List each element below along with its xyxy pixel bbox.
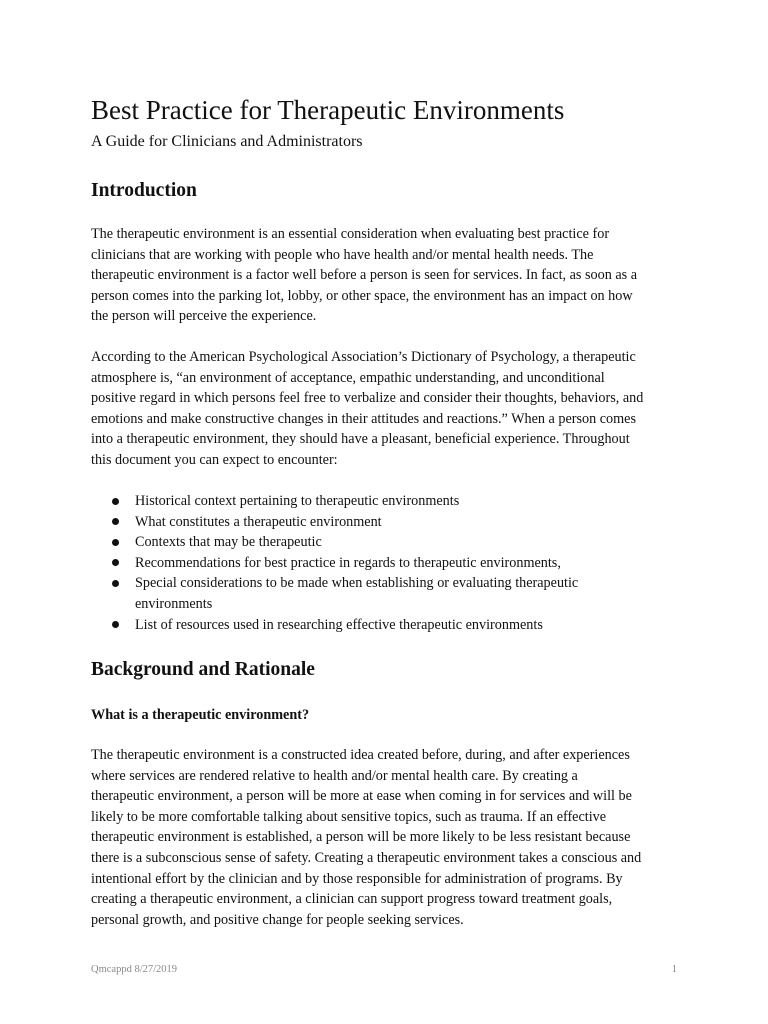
bullet-text-continued: environments xyxy=(135,595,213,612)
paragraph-line: positive regard in which persons feel free to verbalize and consider their thoughts, behaviors, and xyxy=(91,390,644,407)
bullet-icon xyxy=(112,580,119,587)
encounter-bullet-list xyxy=(91,491,691,635)
bullet-icon xyxy=(112,621,119,628)
bullet-text: Historical context pertaining to therapeutic environments xyxy=(135,493,460,509)
footer-page-number: 1 xyxy=(671,964,677,975)
bullet-icon xyxy=(112,498,119,505)
footer-document-id: Qmcappd 8/27/2019 xyxy=(91,964,178,975)
paragraph-line: The therapeutic environment is a constructed idea created before, during, and after experiences xyxy=(91,747,630,763)
bullet-item xyxy=(91,491,691,512)
paragraph-line: atmosphere is, “an environment of acceptance, empathic understanding, and unconditional xyxy=(91,369,605,386)
introduction-heading: Introduction xyxy=(91,180,197,201)
paragraph-line: there is a subconscious sense of safety. Creating a therapeutic environment takes a conscious and xyxy=(91,849,642,866)
background-heading: Background and Rationale xyxy=(91,659,315,680)
bullet-icon xyxy=(112,518,119,525)
paragraph-line: clinicians that are working with people who have health and/or mental health needs. The xyxy=(91,246,594,263)
bullet-text: What constitutes a therapeutic environment xyxy=(135,513,382,530)
bullet-item xyxy=(91,512,691,533)
introduction-paragraph-2 xyxy=(91,347,691,471)
introduction-paragraph-1 xyxy=(91,224,691,327)
paragraph-line: creating a therapeutic environment, a clinician can support progress toward treatment goals, xyxy=(91,891,613,908)
document-subtitle: A Guide for Clinicians and Administrators xyxy=(91,133,363,150)
paragraph-line: therapeutic environment, a person will be more at ease when coming in for services and will be xyxy=(91,788,632,805)
paragraph-line: The therapeutic environment is an essential consideration when evaluating best practice for xyxy=(91,226,610,242)
paragraph-line: emotions and make constructive changes in their attitudes and reactions.” When a person comes xyxy=(91,410,636,427)
paragraph-line: this document you can expect to encounter: xyxy=(91,451,338,468)
background-subheading: What is a therapeutic environment? xyxy=(91,707,310,723)
bullet-item xyxy=(91,573,691,614)
paragraph-line: personal growth, and positive change for people seeking services. xyxy=(91,911,464,928)
paragraph-line: likely to be more comfortable talking about sensitive topics, such as trauma. If an effective xyxy=(91,808,607,825)
bullet-icon xyxy=(112,539,119,546)
bullet-item xyxy=(91,615,691,636)
paragraph-line: person comes into the parking lot, lobby, or other space, the environment has an impact on how xyxy=(91,287,633,304)
bullet-text: Contexts that may be therapeutic xyxy=(135,534,322,551)
bullet-text: Recommendations for best practice in regards to therapeutic environments, xyxy=(135,554,561,571)
bullet-item xyxy=(91,532,691,553)
paragraph-line: therapeutic environment is established, a person will be more likely to be less resistant because xyxy=(91,829,631,846)
document-title: Best Practice for Therapeutic Environments xyxy=(91,95,565,125)
bullet-text: List of resources used in researching effective therapeutic environments xyxy=(135,616,543,633)
bullet-item xyxy=(91,553,691,574)
paragraph-line: where services are rendered relative to health and/or mental health care. By creating a xyxy=(91,767,578,784)
paragraph-line: intentional effort by the clinician and by those responsible for administration of programs. By xyxy=(91,870,623,887)
bullet-icon xyxy=(112,559,119,566)
bullet-text: Special considerations to be made when establishing or evaluating therapeutic xyxy=(135,575,579,592)
background-paragraph xyxy=(91,745,691,930)
paragraph-line: According to the American Psychological Association’s Dictionary of Psychology, a therapeutic xyxy=(91,349,636,365)
paragraph-line: therapeutic environment is a factor well before a person is seen for services. In fact, as soon as a xyxy=(91,267,638,284)
paragraph-line: the person will perceive the experience. xyxy=(91,308,317,325)
paragraph-line: into a therapeutic environment, they should have a pleasant, beneficial experience. Throughout xyxy=(91,431,630,448)
